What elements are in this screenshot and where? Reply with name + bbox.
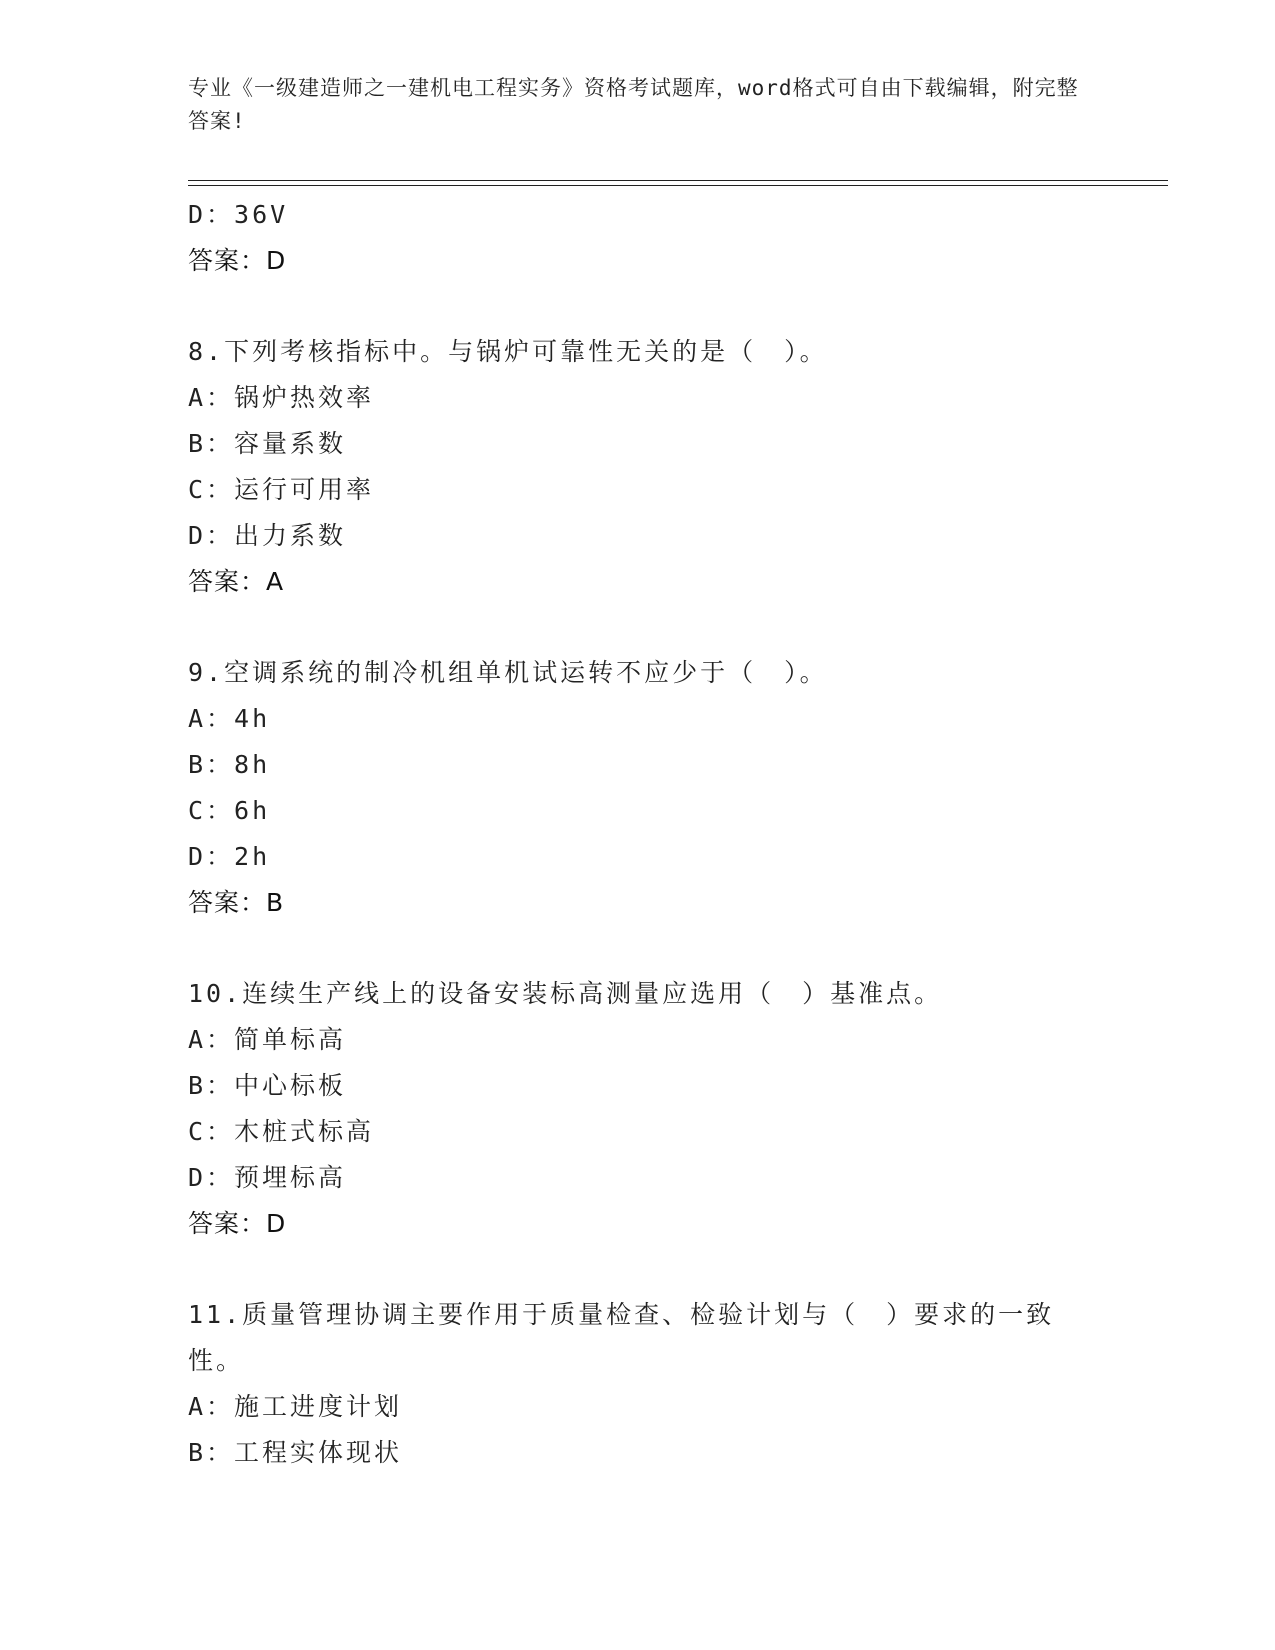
question-stem: 10.连续生产线上的设备安装标高测量应选用（ ）基准点。 bbox=[188, 979, 943, 1008]
option-b: B：容量系数 bbox=[188, 429, 347, 458]
option-a: A：施工进度计划 bbox=[188, 1392, 403, 1421]
option-c: C：木桩式标高 bbox=[188, 1117, 375, 1146]
document-header: 专业《一级建造师之一建机电工程实务》资格考试题库，word格式可自由下载编辑，附完整答案! bbox=[188, 76, 1079, 133]
question-stem: 9.空调系统的制冷机组单机试运转不应少于（ ）。 bbox=[188, 658, 828, 687]
option-b: B：工程实体现状 bbox=[188, 1438, 403, 1467]
previous-question-tail bbox=[188, 192, 1188, 284]
option-a: A：锅炉热效率 bbox=[188, 383, 375, 412]
option-b: B：中心标板 bbox=[188, 1071, 347, 1100]
question-10 bbox=[188, 971, 1188, 1247]
answer-line: 答案：B bbox=[188, 888, 285, 917]
header-divider-top bbox=[188, 180, 1168, 181]
question-9 bbox=[188, 650, 1188, 926]
question-8 bbox=[188, 329, 1188, 605]
question-list bbox=[188, 192, 1188, 1476]
option-c: C：6h bbox=[188, 796, 271, 825]
answer-line: 答案：A bbox=[188, 567, 285, 596]
option-c: C：运行可用率 bbox=[188, 475, 375, 504]
option-d: D：2h bbox=[188, 842, 271, 871]
option-a: A：4h bbox=[188, 704, 271, 733]
header-divider-bottom bbox=[188, 185, 1168, 186]
answer-line: 答案：D bbox=[188, 246, 287, 275]
question-11 bbox=[188, 1292, 1188, 1476]
option-d: D：出力系数 bbox=[188, 521, 347, 550]
option-d: D：预埋标高 bbox=[188, 1163, 347, 1192]
option-a: A：简单标高 bbox=[188, 1025, 347, 1054]
option-d: D：36V bbox=[188, 200, 289, 229]
answer-line: 答案：D bbox=[188, 1209, 287, 1238]
option-b: B：8h bbox=[188, 750, 271, 779]
question-stem: 11.质量管理协调主要作用于质量检查、检验计划与（ ）要求的一致性。 bbox=[188, 1300, 1055, 1375]
question-stem: 8.下列考核指标中。与锅炉可靠性无关的是（ ）。 bbox=[188, 337, 828, 366]
